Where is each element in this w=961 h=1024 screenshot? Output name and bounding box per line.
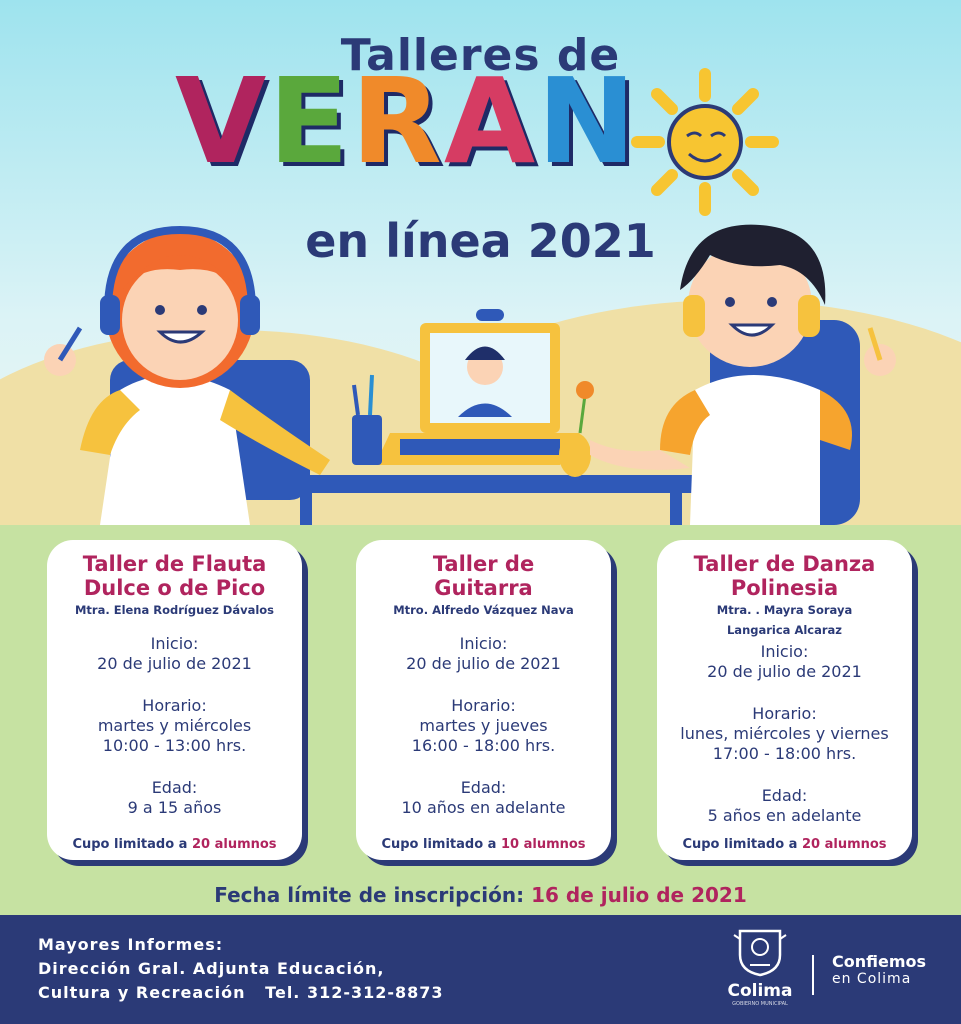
inicio-label: Inicio: bbox=[760, 642, 809, 661]
boy-illustration bbox=[580, 210, 910, 525]
horario-days: martes y jueves bbox=[419, 716, 548, 735]
inicio-label: Inicio: bbox=[150, 634, 199, 653]
horario-label: Horario: bbox=[752, 704, 817, 723]
slogan: Confiemos en Colima bbox=[832, 952, 927, 987]
edad-value: 10 años en adelante bbox=[401, 798, 566, 817]
edad-label: Edad: bbox=[761, 786, 808, 805]
horario-hours: 16:00 - 18:00 hrs. bbox=[411, 736, 556, 755]
inicio-date: 20 de julio de 2021 bbox=[406, 654, 561, 673]
card-title: Taller de Danza Polinesia bbox=[693, 552, 876, 600]
inicio-date: 20 de julio de 2021 bbox=[707, 662, 862, 681]
registration-deadline: Fecha límite de inscripción: 16 de julio de 2021 bbox=[214, 883, 747, 907]
horario-label: Horario: bbox=[142, 696, 207, 715]
horario-days: lunes, miércoles y viernes bbox=[680, 724, 889, 743]
sun-icon bbox=[625, 62, 785, 222]
card-teacher: Mtra. Elena Rodríguez Dávalos bbox=[74, 603, 275, 617]
footer bbox=[0, 915, 961, 1024]
card-flauta bbox=[47, 540, 302, 860]
card-teacher: Mtro. Alfredo Vázquez Nava bbox=[393, 603, 574, 617]
cupo-text: Cupo limitado a 20 alumnos bbox=[72, 837, 277, 852]
card-title: Taller de Guitarra bbox=[432, 552, 535, 600]
edad-label: Edad: bbox=[151, 778, 198, 797]
card-danza bbox=[657, 540, 912, 860]
cupo-text: Cupo limitado a 10 alumnos bbox=[381, 837, 586, 852]
card-title: Taller de Flauta Dulce o de Pico bbox=[82, 552, 267, 600]
horario-hours: 10:00 - 13:00 hrs. bbox=[102, 736, 247, 755]
inicio-label: Inicio: bbox=[459, 634, 508, 653]
inicio-date: 20 de julio de 2021 bbox=[97, 654, 252, 673]
divider bbox=[812, 955, 814, 995]
contact-info: Mayores Informes: Dirección Gral. Adjunta Educación, Cultura y Recreación Tel. 312-312-8873 bbox=[38, 935, 444, 1002]
edad-label: Edad: bbox=[460, 778, 507, 797]
title-talleres: Talleres de bbox=[340, 30, 621, 81]
edad-value: 9 a 15 años bbox=[127, 798, 222, 817]
edad-value: 5 años en adelante bbox=[707, 806, 862, 825]
cupo-text: Cupo limitado a 20 alumnos bbox=[682, 837, 887, 852]
horario-hours: 17:00 - 18:00 hrs. bbox=[712, 744, 857, 763]
horario-days: martes y miércoles bbox=[97, 716, 252, 735]
title-en-linea: en línea 2021 bbox=[305, 214, 656, 268]
coat-of-arms-icon bbox=[732, 925, 788, 977]
colima-logo: Colima GOBIERNO MUNICIPAL bbox=[725, 925, 795, 1007]
card-teacher: Mtra. . Mayra Soraya Langarica Alcaraz bbox=[716, 603, 853, 637]
card-guitarra bbox=[356, 540, 611, 860]
horario-label: Horario: bbox=[451, 696, 516, 715]
title-verano: VERAN bbox=[175, 52, 638, 190]
